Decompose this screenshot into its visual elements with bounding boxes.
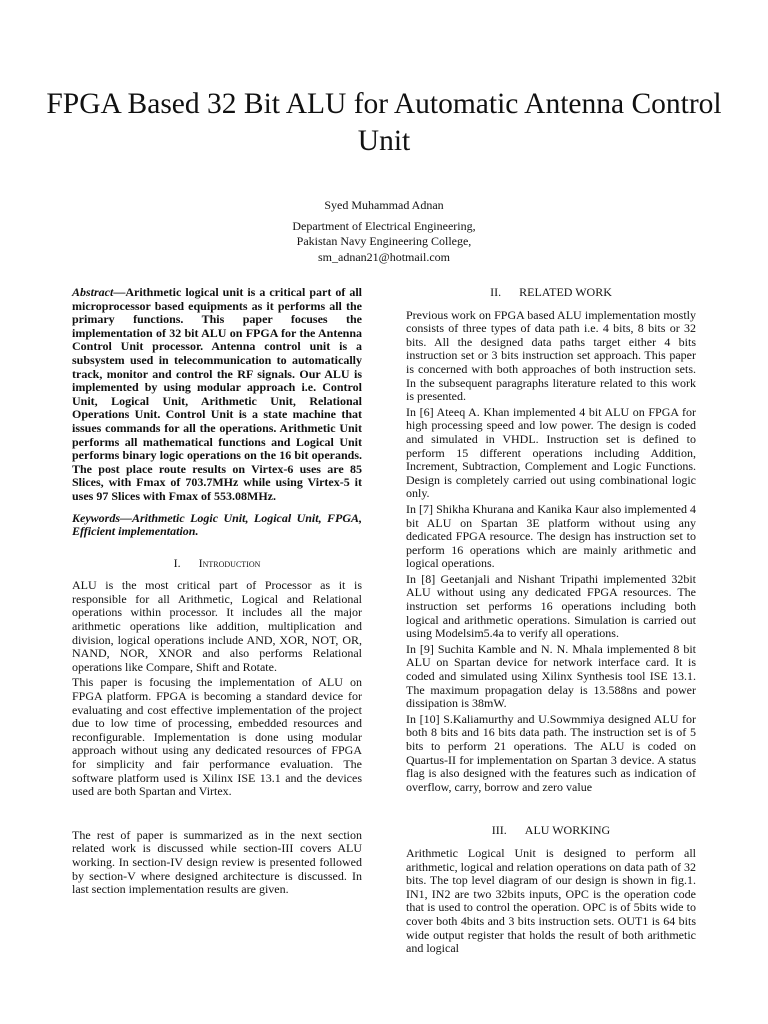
paper-title: FPGA Based 32 Bit ALU for Automatic Antenna Control Unit — [46, 88, 722, 157]
section-heading-alu-working — [406, 824, 696, 838]
author-affiliation-1: Department of Electrical Engineering, — [292, 218, 476, 233]
intro-paragraph: The rest of paper is summarized as in the next section related work is discussed while section-III covers ALU working. In section-IV design review is presented followed by section-V where designed architecture is discussed. In last section implementation results are given. — [72, 827, 362, 897]
section-heading-related-work — [406, 286, 696, 300]
abstract-label: Abstract — [72, 285, 114, 299]
author-name: Syed Muhammad Adnan — [324, 198, 444, 212]
section-number: I. — [173, 555, 181, 570]
related-paragraph: In [10] S.Kaliamurthy and U.Sowmmiya designed ALU for both 8 bits and 16 bits data path. The instruction set is of 5 bits to perform 21 operations. The ALU is coded on Quartus-II for implementation on Spartan 3 device. A status flag is also designed with the features such as indication of overflow, carry, borrow and zero value — [406, 711, 696, 794]
intro-paragraph: ALU is the most critical part of Processor as it is responsible for all Arithmetic, Logical and Relational operations within processor. It includes all the major arithmetic operations like addition, multiplication and division, logical operations include AND, XOR, NOT, OR, NAND, NOR, XNOR and also performs Relational operations like Compare, Shift and Rotate. — [72, 578, 362, 674]
author-block — [200, 198, 568, 265]
abstract-text: —Arithmetic logical unit is a critical part of all microprocessor based equipments as it performs all the primary functions. This paper focuses the implementation of 32 bit ALU on FPGA for the Antenna Control Unit processor. Antenna control unit is a subsystem used in telecommunication to automatically track, monitor and control the RF signals. Our ALU is implemented by using modular approach i.e. Control Unit, Logical Unit, Arithmetic Unit, Relational Operations Unit. Control Unit is a state machine that issues commands for all the operations. Arithmetic Unit performs all mathematical functions and Logical Unit performs binary logic operations on the 16 bit operands. The post place route results on Virtex-6 uses are 85 Slices, with Fmax of 703.7MHz while using Virtex-5 it uses 97 Slices with Fmax of 553.08MHz. — [72, 285, 362, 503]
abstract — [72, 286, 362, 504]
author-email: sm_adnan21@hotmail.com — [317, 249, 451, 264]
related-paragraph: In [8] Geetanjali and Nishant Tripathi implemented 32bit ALU without using any dedicated FPGA resources. The instruction set performs 16 operations including both logical and arithmetic operations. Simulation is carried out using Modelsim5.4a to verify all operations. — [406, 571, 696, 641]
author-affiliation-2: Pakistan Navy Engineering College, — [296, 234, 472, 248]
section-number: II. — [490, 285, 502, 299]
section-title: ALU WORKING — [524, 823, 611, 838]
section-number: III. — [491, 823, 507, 838]
left-column — [72, 286, 362, 899]
related-paragraph: Previous work on FPGA based ALU implementation mostly consists of three types of data path i.e. 4 bits, 8 bits or 32 bits. All the designed data paths target either 4 bits instruction set or 3 bits instruction set approach. This paper is concerned with both approaches of both instruction sets. In the subsequent paragraphs literature related to this work is presented. — [406, 307, 696, 404]
alu-paragraph: Arithmetic Logical Unit is designed to perform all arithmetic, logical and relation operations on data path of 32 bits. The top level diagram of our design is shown in fig.1. IN1, IN2 are two 32bits inputs, OPC is the operation code that is used to control the operation. OPC is of 5bits wide to cover both 4bits and 3 bits instruction sets. OUT1 is 64 bits wide output register that holds the result of both arithmetic and logical — [406, 845, 696, 956]
related-paragraph: In [7] Shikha Khurana and Kanika Kaur also implemented 4 bit ALU on Spartan 3E platform without using any dedicated FPGA resource. The design has instruction set to perform 16 operations which are mainly arithmetic and logical operations. — [406, 501, 696, 571]
related-paragraph: In [6] Ateeq A. Khan implemented 4 bit ALU on FPGA for high processing speed and low power. The design is coded and simulated in VHDL. Instruction set is defined to perform 15 different operations including Addition, Increment, Subtraction, Complement and Logic Functions. Design is completely carried out using combinational logic only. — [406, 404, 696, 501]
section-heading-introduction — [72, 557, 362, 571]
section-title: RELATED WORK — [519, 285, 612, 299]
intro-paragraph: This paper is focusing the implementation of ALU on FPGA platform. FPGA is becoming a standard device for evaluating and cost effective implementation of the project due to low time of processing, embedded resources and reconfigurable. Implementation is done using modular approach without using any dedicated resources of FPGA for simplicity and fair performance evaluation. The software platform used is Xilinx ISE 13.1 and the devices used are both Spartan and Virtex. — [72, 675, 362, 799]
related-paragraph: In [9] Suchita Kamble and N. N. Mhala implemented 8 bit ALU on Spartan device for network interface card. It is coded and simulated using Xilinx Synthesis tool ISE 13.1. The maximum propagation delay is 13.588ns and power dissipation is 38mW. — [406, 641, 696, 711]
keywords: Keywords—Arithmetic Logic Unit, Logical Unit, FPGA, Efficient implementation. — [72, 510, 362, 539]
section-title: Introduction — [198, 555, 261, 570]
right-column — [406, 286, 696, 958]
